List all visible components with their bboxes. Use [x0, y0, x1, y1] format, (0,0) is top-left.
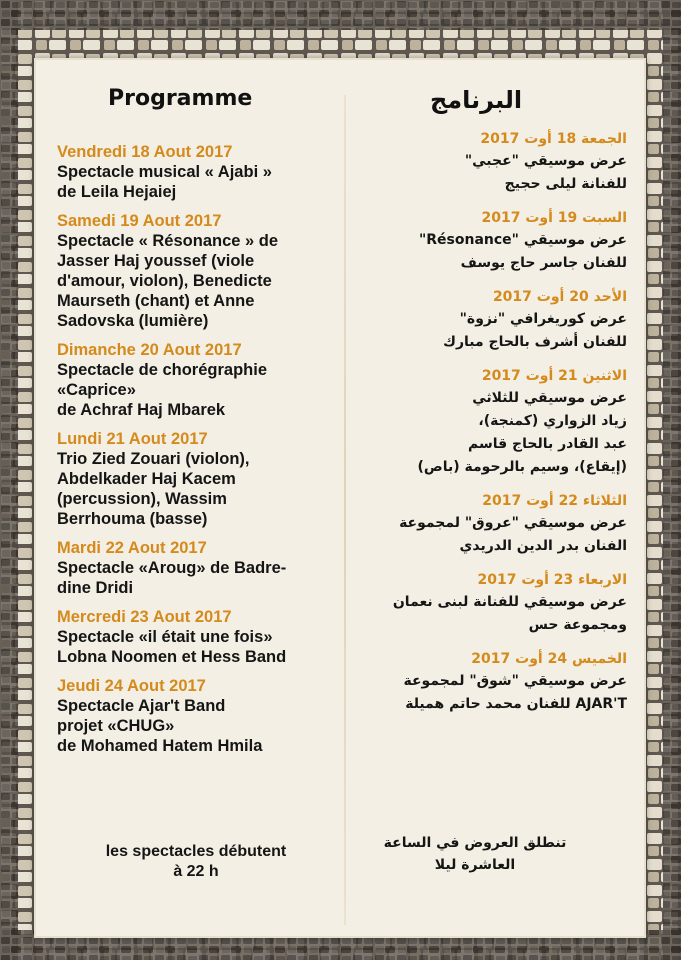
entry-date: Vendredi 18 Aout 2017	[57, 143, 233, 161]
entry-description: Trio Zied Zouari (violon), Abdelkader Haj Kacem (percussion), Wassim Berrhouma (basse)	[57, 450, 250, 528]
entry-date: Dimanche 20 Aout 2017	[57, 341, 242, 359]
programme-entry	[355, 286, 627, 354]
entry-description: عرض موسيقي "Résonance" للفنان جاسر حاج يوسف	[418, 232, 627, 271]
entry-date: Mercredi 23 Aout 2017	[57, 608, 232, 626]
entry-description: Spectacle «il était une fois» Lobna Noomen et Hess Band	[57, 628, 287, 666]
entry-description: عرض موسيقي "شوق" لمجموعة AJAR'T للفنان محمد حاتم هميلة	[403, 673, 627, 712]
entry-date: Jeudi 24 Aout 2017	[57, 677, 206, 695]
programme-entry	[57, 340, 335, 420]
programme-entry	[355, 569, 627, 637]
programme-title-ar: البرنامج	[430, 86, 523, 114]
entry-date: Lundi 21 Aout 2017	[57, 430, 208, 448]
programme-list-ar	[355, 128, 627, 727]
start-time-note-ar: تنطلق العروض في الساعة العاشرة ليلا	[383, 835, 567, 873]
programme-list-fr	[57, 142, 335, 765]
programme-entry	[57, 429, 335, 529]
entry-date: السبت 19 أوت 2017	[481, 210, 627, 226]
entry-date: الثلاثاء 22 أوت 2017	[482, 493, 627, 509]
programme-entry	[355, 207, 627, 275]
entry-date: الأحد 20 أوت 2017	[492, 289, 627, 305]
programme-entry	[57, 607, 335, 667]
entry-date: الاثنين 21 أوت 2017	[481, 368, 627, 384]
entry-date: Samedi 19 Aout 2017	[57, 212, 222, 230]
programme-entry	[57, 538, 335, 598]
entry-date: Mardi 22 Aout 2017	[57, 539, 207, 557]
entry-description: عرض موسيقي للفنانة لبنى نعمان ومجموعة حس	[392, 594, 627, 633]
entry-description: عرض موسيقي "عروق" لمجموعة الفنان بدر الدين الدريدي	[399, 515, 627, 554]
programme-title-fr: Programme	[108, 86, 253, 111]
entry-description: Spectacle « Résonance » de Jasser Haj youssef (viole d'amour, violon), Benedicte Maurseth (chant) et Anne Sadovska (lumière)	[57, 232, 279, 330]
entry-description: عرض موسيقي "عجبي" للفنانة ليلى حجيج	[464, 153, 627, 192]
entry-description: Spectacle musical « Ajabi » de Leila Hejaiej	[57, 163, 272, 201]
programme-entry	[355, 490, 627, 558]
entry-description: عرض موسيقي للثلاثي زياد الزواري (كمنجة)، عبد القادر بالحاج قاسم (إيقاع)، وسيم بالرحومة (باص)	[417, 390, 627, 475]
column-divider	[344, 95, 346, 925]
entry-date: الاربعاء 23 أوت 2017	[477, 572, 627, 588]
entry-description: Spectacle Ajar't Band projet «CHUG» de Mohamed Hatem Hmila	[57, 697, 263, 755]
entry-date: الجمعة 18 أوت 2017	[480, 131, 627, 147]
programme-entry	[355, 128, 627, 196]
entry-description: Spectacle «Aroug» de Badre- dine Dridi	[57, 559, 287, 597]
start-time-note-fr: les spectacles débutent à 22 h	[105, 843, 287, 880]
programme-entry	[57, 676, 335, 756]
entry-description: Spectacle de chorégraphie «Caprice» de Achraf Haj Mbarek	[57, 361, 267, 419]
entry-date: الخميس 24 أوت 2017	[471, 651, 627, 667]
programme-entry	[57, 142, 335, 202]
programme-entry	[57, 211, 335, 331]
programme-entry	[355, 648, 627, 716]
entry-description: عرض كوريغرافي "نزوة" للفنان أشرف بالحاج مبارك	[443, 311, 627, 350]
programme-entry	[355, 365, 627, 479]
